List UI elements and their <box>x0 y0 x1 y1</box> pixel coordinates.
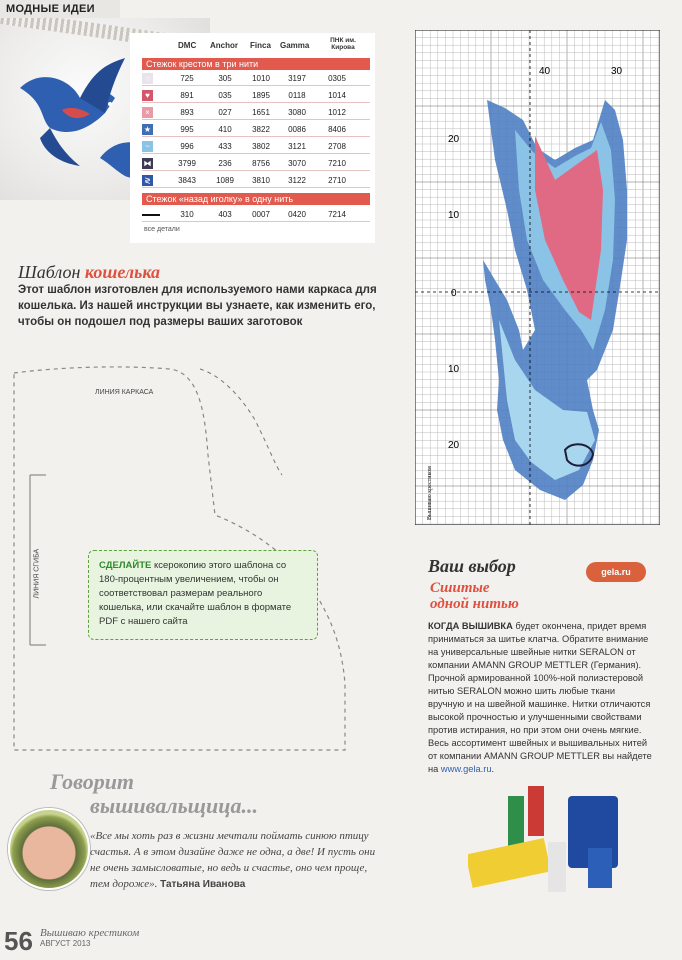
cell: 3822 <box>252 125 270 134</box>
cell: 305 <box>218 74 232 83</box>
stitch-symbol-icon: ~ <box>142 141 153 152</box>
cell: 403 <box>218 210 232 219</box>
cell: 310 <box>180 210 194 219</box>
choice-body <box>428 620 653 776</box>
cell: 3197 <box>288 74 306 83</box>
site-link[interactable]: www.gela.ru <box>440 764 492 774</box>
cell: 0007 <box>252 210 270 219</box>
photocopy-tip <box>88 550 318 640</box>
cell: 0118 <box>288 91 306 100</box>
cell: 0305 <box>328 74 346 83</box>
cell: 3121 <box>288 142 306 151</box>
cell: 0086 <box>288 125 306 134</box>
cell: 891 <box>180 91 194 100</box>
col-header: Finca <box>250 41 271 50</box>
fold-line-label: ЛИНИЯ СГИБА <box>33 548 41 599</box>
thread-row <box>142 89 370 103</box>
cell: 1014 <box>328 91 346 100</box>
chart-axis-label: 30 <box>611 66 623 77</box>
tip-text: ксерокопию этого шаблона со 180-процентным увеличением, чтобы он соответствовал размерам реального кошелька, или скачайте шаблон в формате PDF с нашего сайта <box>99 560 292 627</box>
cell: 3802 <box>252 142 270 151</box>
cell: 410 <box>218 125 232 134</box>
cell: 433 <box>218 142 232 151</box>
col-header: Anchor <box>210 41 238 50</box>
cell: 3843 <box>178 176 196 185</box>
stitch-symbol-icon: ♥ <box>142 90 153 101</box>
cell: 3122 <box>288 176 306 185</box>
title-accent: кошелька <box>84 262 161 282</box>
wallet-description: Этот шаблон изготовлен для используемого нами каркаса для кошелька. Из нашей инструкции вы узнаете, как изменить его, чтобы он подошел под размеры ваших заготовок <box>18 284 377 328</box>
cell: 7214 <box>328 210 346 219</box>
chart-axis-label: 10 <box>448 364 460 375</box>
cell: 3070 <box>288 159 306 168</box>
backstitch-line-icon <box>142 214 160 216</box>
magazine-name: Вышиваю крестиком <box>40 927 140 939</box>
stitch-symbol-icon: × <box>142 107 153 118</box>
cell: 027 <box>218 108 232 117</box>
cell: 1895 <box>252 91 270 100</box>
body-tail: . <box>491 764 495 774</box>
cell: 236 <box>218 159 232 168</box>
cross-stitch-chart <box>415 30 660 525</box>
chart-axis-label: 20 <box>448 134 460 145</box>
speaker-title <box>50 770 258 818</box>
speaker-quote <box>90 828 380 893</box>
thread-row <box>142 157 370 171</box>
choice-subtitle <box>430 580 519 612</box>
title-plain: Шаблон <box>18 262 85 282</box>
quote-text: «Все мы хоть раз в жизни мечтали поймать синюю птицу счастья. А в этом дизайне даже не одна, а две! И пусть они не очень замысловатые, но ведь и счастье, оно чем проще, тем дороже». <box>90 830 376 890</box>
thread-row <box>142 140 370 154</box>
cell: 3080 <box>288 108 306 117</box>
chart-badge: Вышиваю крестиком <box>427 466 433 520</box>
chart-axis-label: 20 <box>448 440 460 451</box>
frame-line-label: ЛИНИЯ КАРКАСА <box>95 389 154 396</box>
body-text: будет окончена, придет время приниматься за шитье клатча. Обратите внимание на универсальные швейные нитки SERALON от компании AMANN GROUP METTLER (Германия). Прочной армированной 100%-ной полиэстеровой нитью SERALON можно шить любые ткани вручную и на швейной машинке. Нитки отличаются высокой прочностью и улучшенными свойствами против истирания, но при этом они очень мягкие. Весь ассортимент швейных и вышивальных нитей от компании AMANN GROUP METTLER вы найдете на <box>428 621 652 774</box>
backstitch-row <box>142 208 370 222</box>
col-header: ПНК им. Кирова <box>330 37 356 51</box>
subtitle-line: одной нитью <box>430 596 519 612</box>
table-note: все детали <box>144 226 180 233</box>
cell: 995 <box>180 125 194 134</box>
cell: 7210 <box>328 159 346 168</box>
section-tab: МОДНЫЕ ИДЕИ <box>0 0 120 18</box>
cell: 035 <box>218 91 232 100</box>
avatar <box>8 808 90 890</box>
cross-stitch-bar: Стежок крестом в три нити <box>142 58 370 70</box>
chart-axis-label: 10 <box>448 210 460 221</box>
tip-lead: СДЕЛАЙТЕ <box>99 560 152 571</box>
cell: 8756 <box>252 159 270 168</box>
cell: 3810 <box>252 176 270 185</box>
cell: 893 <box>180 108 194 117</box>
stitch-symbol-icon: ≷ <box>142 175 153 186</box>
cell: 1010 <box>252 74 270 83</box>
magazine-brand <box>40 928 139 948</box>
cell: 0420 <box>288 210 306 219</box>
issue-date: АВГУСТ 2013 <box>40 939 91 948</box>
gela-logo[interactable]: gela.ru <box>586 562 646 582</box>
stitch-symbol-icon: ○ <box>142 73 153 84</box>
cell: 996 <box>180 142 194 151</box>
speaker-title-line: Говорит <box>50 769 135 794</box>
thread-row <box>142 123 370 137</box>
stitch-symbol-icon: ⧓ <box>143 159 152 168</box>
your-choice-box <box>418 546 658 906</box>
quote-author: Татьяна Иванова <box>160 879 246 890</box>
thread-row <box>142 72 370 86</box>
cell: 2710 <box>328 176 346 185</box>
chart-axis-label: 0 <box>451 288 457 299</box>
cell: 1651 <box>252 108 270 117</box>
thread-key-table <box>130 33 375 243</box>
cell: 8406 <box>328 125 346 134</box>
subtitle-line: Сшитые <box>430 580 490 596</box>
col-header: Gamma <box>280 41 310 50</box>
cell: 1012 <box>328 108 346 117</box>
thread-row <box>142 174 370 188</box>
col-header: DMC <box>178 41 197 50</box>
cell: 1089 <box>216 176 234 185</box>
body-lead: КОГДА ВЫШИВКА <box>428 621 513 631</box>
page-number: 56 <box>4 926 33 956</box>
speaker-title-line: вышивальщица... <box>90 793 258 818</box>
thread-row <box>142 106 370 120</box>
wallet-title <box>18 262 160 283</box>
cell: 2708 <box>328 142 346 151</box>
chart-axis-label: 40 <box>539 66 551 77</box>
cell: 725 <box>180 74 194 83</box>
cell: 3799 <box>178 159 196 168</box>
stitch-symbol-icon: ★ <box>143 125 152 134</box>
choice-title: Ваш выбор <box>428 556 516 576</box>
backstitch-bar: Стежок «назад иголку» в одну нить <box>142 193 370 205</box>
thread-spools-photo <box>468 776 638 896</box>
